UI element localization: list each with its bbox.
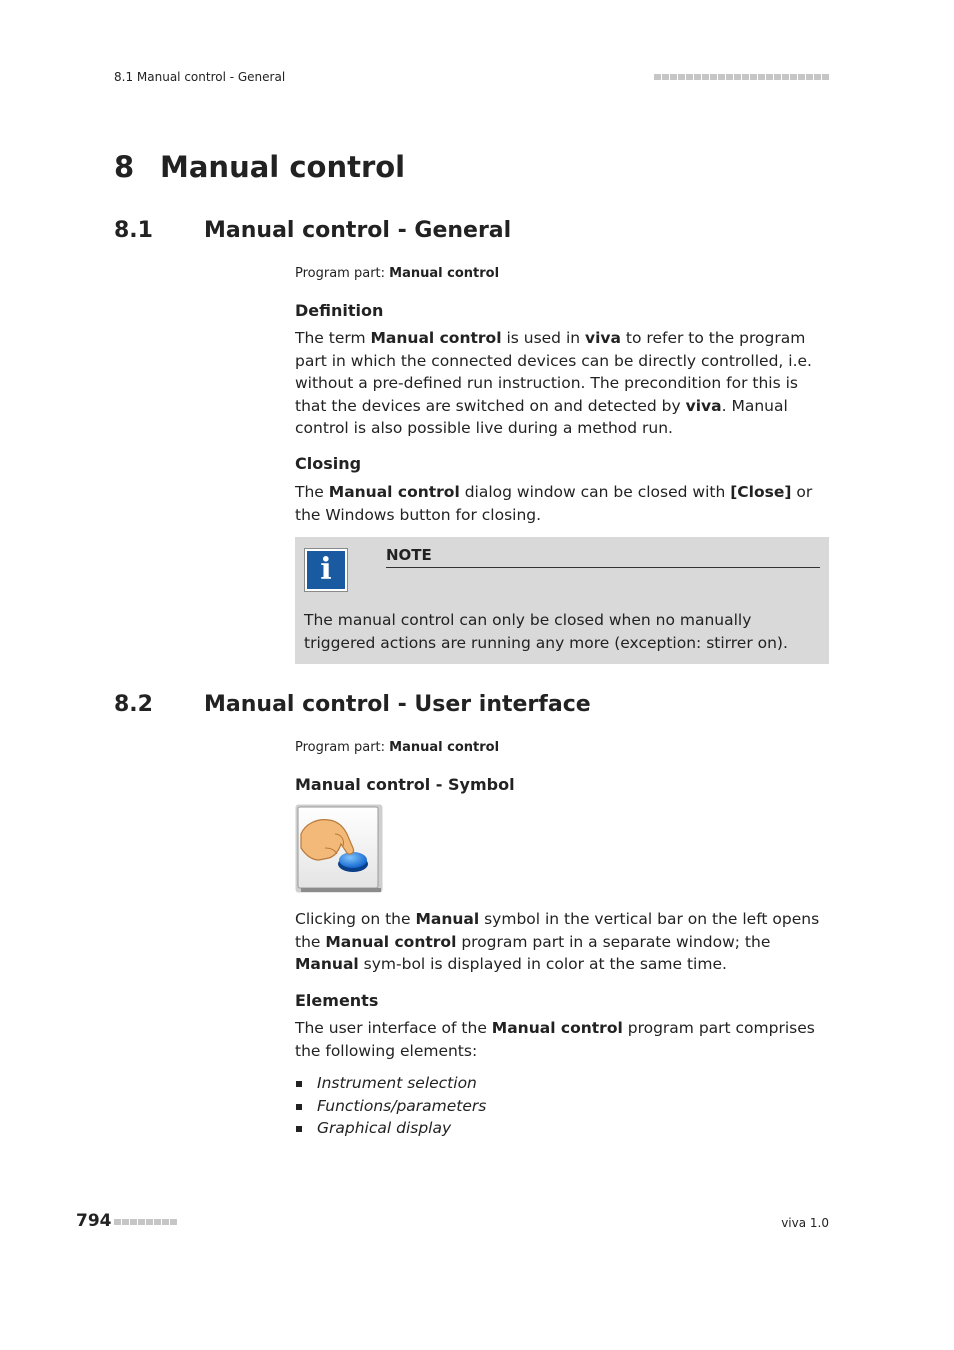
section-title-8-2	[114, 692, 591, 717]
dot-square	[742, 74, 749, 80]
closing-heading: Closing	[295, 454, 362, 473]
definition-heading: Definition	[295, 301, 384, 320]
dot-square	[662, 74, 669, 80]
elements-paragraph: The user interface of the Manual control program part comprises the following elements:	[295, 1019, 815, 1060]
dot-square	[814, 74, 821, 80]
bold-term: Manual control	[328, 483, 460, 501]
footer-dot-bar	[114, 1219, 177, 1225]
dot-square	[806, 74, 813, 80]
section-number: 8.1	[114, 218, 153, 243]
dot-square	[130, 1219, 137, 1225]
dot-square	[766, 74, 773, 80]
dot-square	[750, 74, 757, 80]
dot-square	[758, 74, 765, 80]
bold-term: Manual	[415, 910, 480, 928]
dot-square	[122, 1219, 129, 1225]
symbol-paragraph: Clicking on the Manual symbol in the vertical bar on the left opens the Manual control program part in a separate window; the Manual sym-bol is displayed in color at the same time.	[295, 910, 820, 973]
list-item: Graphical display	[295, 1117, 829, 1140]
bold-term: Manual control	[325, 932, 457, 951]
symbol-heading: Manual control - Symbol	[295, 775, 515, 794]
product-version: viva 1.0	[781, 1216, 829, 1230]
bold-term: Manual control	[491, 1019, 623, 1037]
bold-term: viva	[585, 329, 621, 347]
list-item: Instrument selection	[295, 1072, 829, 1095]
running-header: 8.1 Manual control - General	[114, 70, 286, 84]
bold-term: viva	[685, 396, 722, 415]
section-title-text: Manual control - User interface	[204, 692, 591, 717]
header-dot-bar	[654, 74, 829, 80]
closing-paragraph: The Manual control dialog window can be closed with [Close] or the Windows button for closing.	[295, 483, 813, 524]
note-text: The manual control can only be closed when no manually triggered actions are running any more (exception: stirrer on).	[304, 611, 788, 652]
chapter-number: 8	[114, 150, 135, 184]
dot-square	[670, 74, 677, 80]
dot-square	[654, 74, 661, 80]
dot-square	[146, 1219, 153, 1225]
dot-square	[114, 1219, 121, 1225]
chapter-title-text: Manual control	[160, 150, 406, 184]
dot-square	[710, 74, 717, 80]
dot-square	[734, 74, 741, 80]
note-label: NOTE	[386, 546, 820, 568]
section-title-text: Manual control - General	[204, 218, 512, 243]
dot-square	[678, 74, 685, 80]
info-icon: i	[304, 548, 348, 592]
dot-square	[790, 74, 797, 80]
program-part-line: Program part: Manual control	[295, 740, 500, 755]
dot-square	[170, 1219, 177, 1225]
bold-term: Manual control	[370, 329, 502, 347]
dot-square	[782, 74, 789, 80]
section-number: 8.2	[114, 692, 153, 717]
chapter-title	[114, 150, 405, 184]
note-box	[295, 537, 829, 664]
dot-square	[154, 1219, 161, 1225]
dot-square	[162, 1219, 169, 1225]
elements-list	[295, 1072, 829, 1140]
dot-square	[718, 74, 725, 80]
dot-square	[702, 74, 709, 80]
dot-square	[822, 74, 829, 80]
program-part-line: Program part: Manual control	[295, 266, 500, 281]
manual-control-symbol-icon	[295, 804, 383, 893]
dot-square	[726, 74, 733, 80]
page-number: 794	[76, 1211, 112, 1231]
elements-heading: Elements	[295, 991, 379, 1010]
definition-paragraph: The term Manual control is used in viva to refer to the program part in which the connected devices can be directly controlled, i.e. without a pre-defined run instruction. The precondition for this is that the devices are switched on and detected by viva. Manual control is also possible live during a method run.	[295, 329, 812, 437]
section-title-8-1	[114, 218, 511, 243]
dot-square	[686, 74, 693, 80]
dot-square	[798, 74, 805, 80]
bold-term: Manual	[295, 955, 359, 973]
bold-term: [Close]	[730, 483, 792, 501]
list-item: Functions/parameters	[295, 1095, 829, 1118]
dot-square	[694, 74, 701, 80]
dot-square	[138, 1219, 145, 1225]
dot-square	[774, 74, 781, 80]
